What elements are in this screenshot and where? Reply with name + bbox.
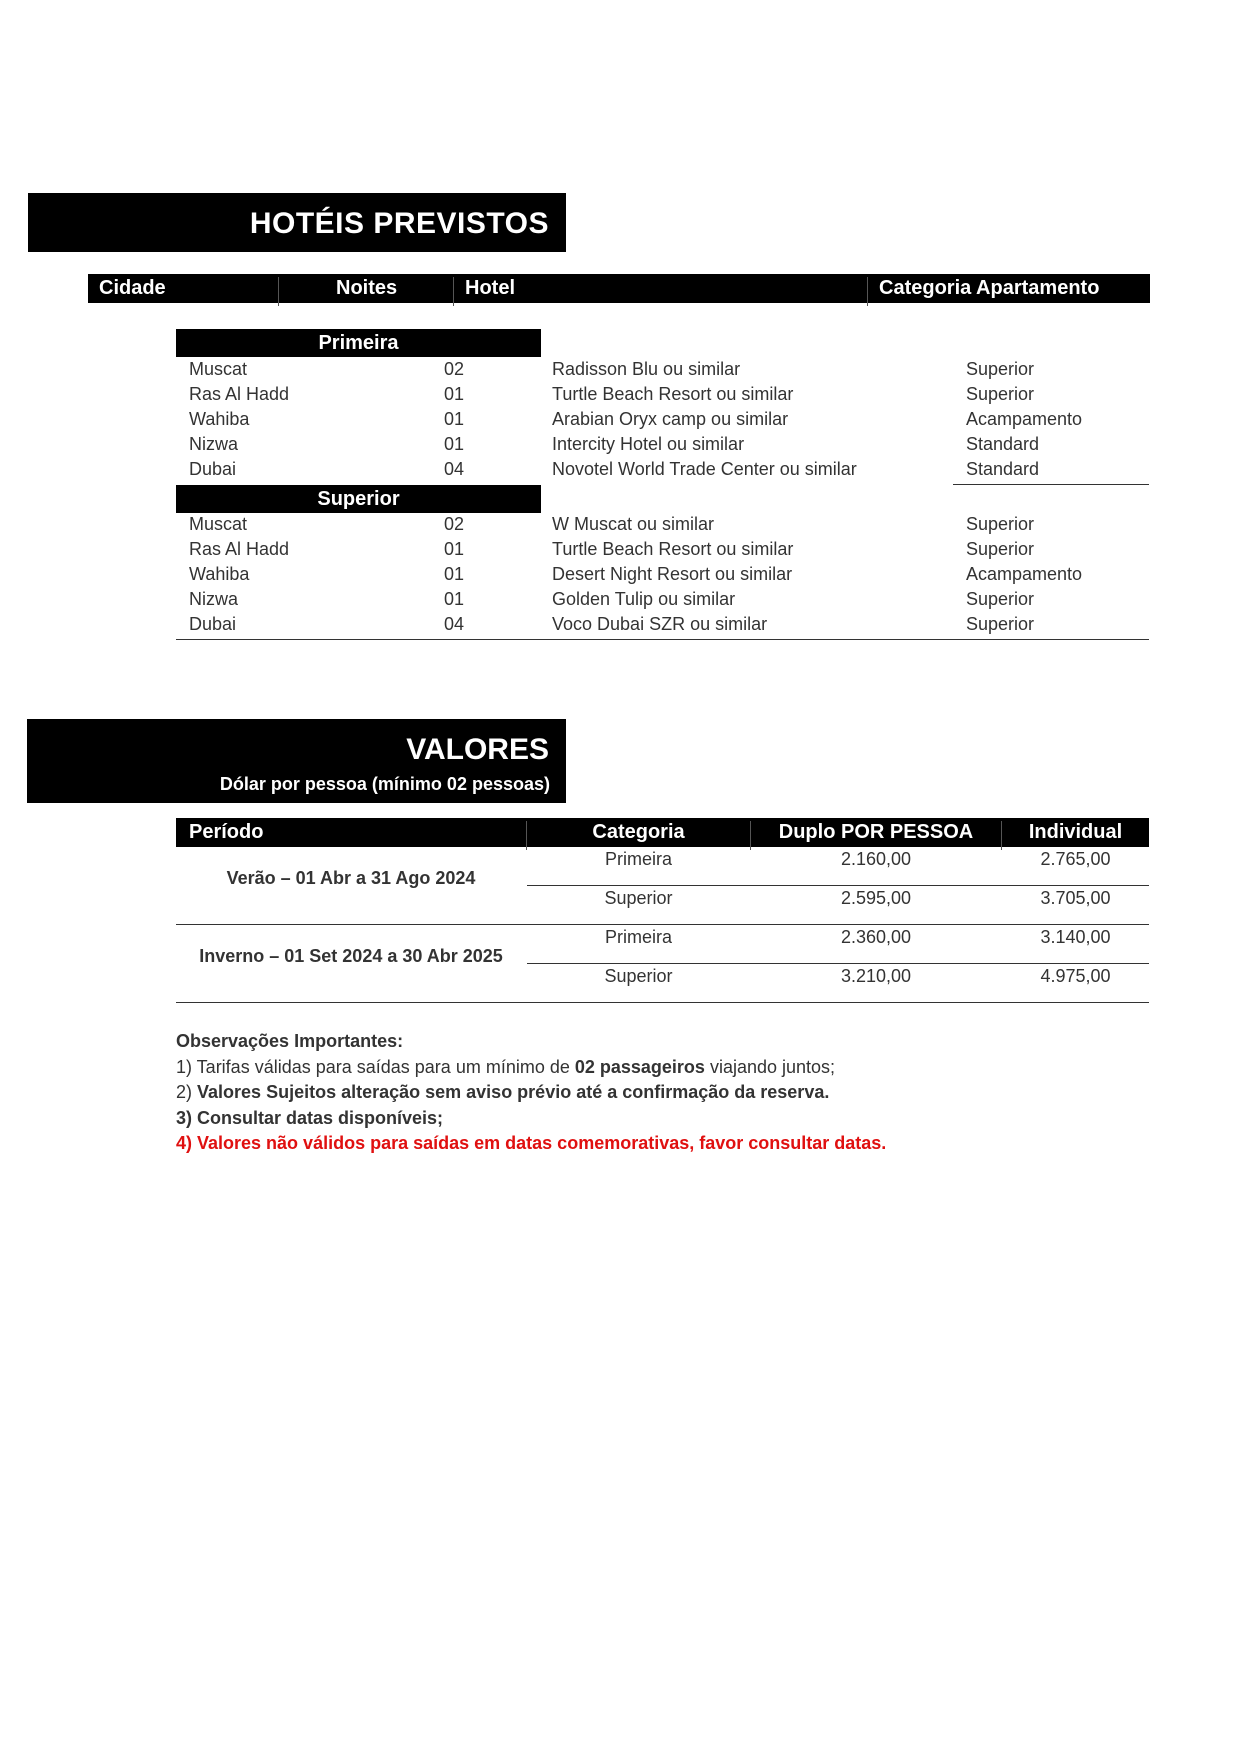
header-duplo: Duplo POR PESSOA (778, 821, 974, 843)
header-divider (867, 277, 868, 306)
cell-cidade: Ras Al Hadd (189, 539, 290, 559)
cell-noites: 01 (444, 434, 465, 454)
note-2 (176, 1080, 1156, 1106)
cell-duplo: 2.595,00 (840, 888, 912, 908)
table-row (176, 358, 1149, 383)
cell-hotel: Turtle Beach Resort ou similar (552, 539, 794, 559)
cell-noites: 01 (444, 409, 465, 429)
cell-cidade: Ras Al Hadd (189, 384, 290, 404)
cell-categoria: Superior (966, 589, 1035, 609)
header-categoria: Categoria (592, 821, 685, 843)
cell-cidade: Muscat (189, 359, 248, 379)
cell-categoria: Superior (604, 888, 673, 908)
cell-noites: 04 (444, 459, 465, 479)
notes-title: Observações Importantes: (176, 1031, 404, 1051)
cell-categoria: Primeira (604, 849, 672, 869)
period-label: Verão – 01 Abr a 31 Ago 2024 (226, 868, 476, 888)
cell-duplo: 2.160,00 (840, 849, 912, 869)
cell-categoria: Superior (966, 384, 1035, 404)
cell-categoria: Superior (966, 539, 1035, 559)
cell-cidade: Dubai (189, 614, 237, 634)
cell-noites: 01 (444, 564, 465, 584)
valores-subtitle: Dólar por pessoa (mínimo 02 pessoas) (219, 774, 550, 794)
cell-categoria: Standard (966, 459, 1040, 479)
cell-categoria: Primeira (604, 927, 672, 947)
period-label: Inverno – 01 Set 2024 a 30 Abr 2025 (199, 946, 503, 966)
note-1 (176, 1055, 1156, 1081)
notes-section (176, 1029, 1156, 1157)
cell-duplo: 2.360,00 (840, 927, 912, 947)
cell-categoria: Standard (966, 434, 1040, 454)
cell-hotel: Voco Dubai SZR ou similar (552, 614, 768, 634)
cell-hotel: Novotel World Trade Center ou similar (552, 459, 857, 479)
table-row (176, 563, 1149, 588)
cell-cidade: Wahiba (189, 564, 250, 584)
table-bottom-line (176, 639, 1149, 640)
cell-hotel: W Muscat ou similar (552, 514, 715, 534)
cell-categoria: Superior (604, 966, 673, 986)
cell-noites: 01 (444, 384, 465, 404)
note-1-end: viajando juntos; (704, 1056, 836, 1077)
table-row (176, 513, 1149, 538)
row-divider (527, 885, 1149, 886)
header-cidade: Cidade (99, 277, 166, 299)
cell-hotel: Turtle Beach Resort ou similar (552, 384, 794, 404)
hotels-table-header (88, 274, 1150, 303)
cell-hotel: Golden Tulip ou similar (552, 589, 736, 609)
cell-categoria: Acampamento (966, 564, 1083, 584)
group-band-primeira: Primeira (176, 329, 541, 357)
header-hotel: Hotel (465, 277, 515, 299)
header-divider (453, 277, 454, 306)
table-row (176, 458, 1149, 483)
table-row (176, 538, 1149, 563)
table-bottom-line (176, 1002, 1149, 1003)
cell-hotel: Radisson Blu ou similar (552, 359, 741, 379)
table-row (176, 588, 1149, 613)
cell-categoria: Acampamento (966, 409, 1083, 429)
header-categoria: Categoria Apartamento (879, 277, 1100, 299)
cell-noites: 01 (444, 589, 465, 609)
cell-cidade: Nizwa (189, 434, 239, 454)
cell-categoria: Superior (966, 514, 1035, 534)
hotels-title-bar (28, 193, 566, 252)
row-divider (953, 484, 1149, 485)
cell-cidade: Dubai (189, 459, 237, 479)
table-row (176, 433, 1149, 458)
cell-hotel: Arabian Oryx camp ou similar (552, 409, 789, 429)
note-2-num: 2) (176, 1082, 198, 1102)
note-3: 3) Consultar datas disponíveis; (176, 1107, 444, 1128)
row-divider (176, 924, 1149, 925)
cell-cidade: Wahiba (189, 409, 250, 429)
cell-duplo: 3.210,00 (840, 966, 912, 986)
note-2-bold: Valores Sujeitos alteração sem aviso prévio até a confirmação da reserva. (197, 1082, 830, 1102)
valores-title-bar (27, 719, 566, 803)
table-row (176, 613, 1149, 638)
hotels-title: HOTÉIS PREVISTOS (249, 207, 549, 240)
table-row (176, 408, 1149, 433)
cell-noites: 01 (444, 539, 465, 559)
cell-cidade: Nizwa (189, 589, 239, 609)
group-band-superior: Superior (176, 485, 541, 513)
cell-noites: 02 (444, 514, 465, 534)
header-individual: Individual (1028, 821, 1123, 843)
valores-title: VALORES (406, 733, 549, 766)
header-divider (278, 277, 279, 306)
header-noites: Noites (336, 277, 398, 299)
cell-individual: 4.975,00 (1040, 966, 1111, 986)
row-divider (527, 963, 1149, 964)
cell-categoria: Superior (966, 359, 1035, 379)
cell-hotel: Desert Night Resort ou similar (552, 564, 793, 584)
cell-hotel: Intercity Hotel ou similar (552, 434, 745, 454)
header-periodo: Período (189, 821, 264, 843)
cell-noites: 04 (444, 614, 465, 634)
cell-individual: 3.140,00 (1040, 927, 1111, 947)
cell-noites: 02 (444, 359, 465, 379)
cell-individual: 2.765,00 (1040, 849, 1111, 869)
note-1-bold: 02 passageiros (574, 1056, 705, 1077)
valores-table-header (176, 818, 1149, 847)
table-row (176, 383, 1149, 408)
cell-individual: 3.705,00 (1040, 888, 1111, 908)
cell-categoria: Superior (966, 614, 1035, 634)
note-4-alert: 4) Valores não válidos para saídas em datas comemorativas, favor consultar datas. (176, 1133, 887, 1153)
note-1-text: 1) Tarifas válidas para saídas para um mínimo de (176, 1056, 575, 1077)
cell-cidade: Muscat (189, 514, 248, 534)
